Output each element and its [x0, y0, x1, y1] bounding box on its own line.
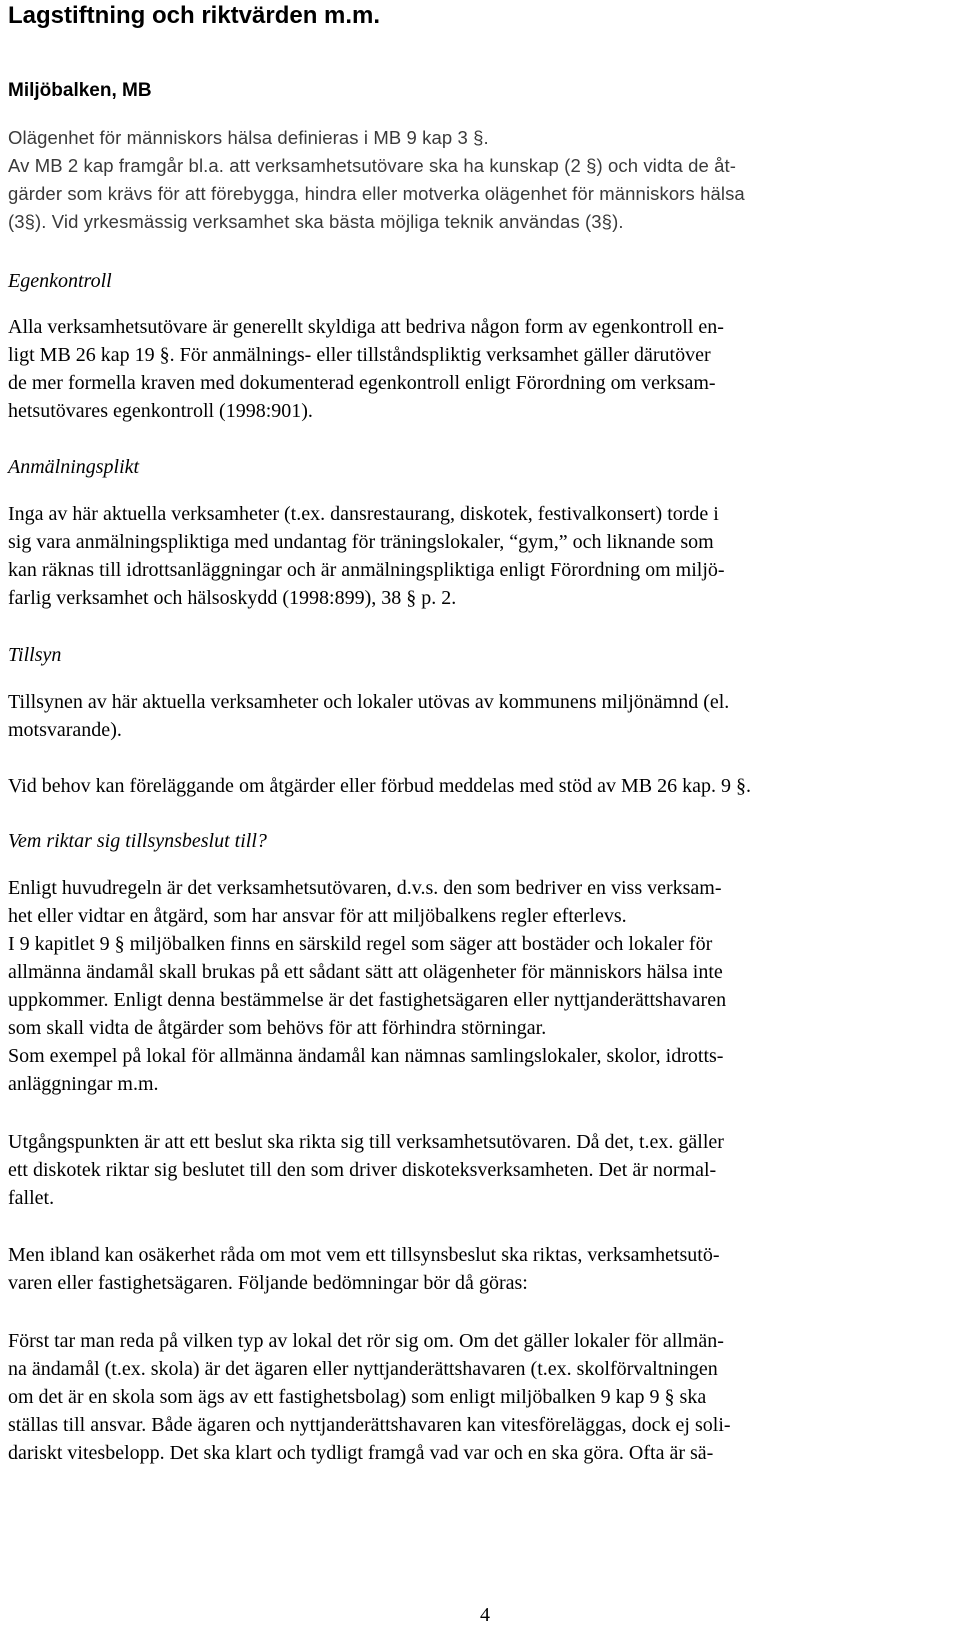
paragraph-line: Alla verksamhetsutövare är generellt skyldiga att bedriva någon form av egenkontroll en-: [8, 316, 724, 338]
section-heading-miljobalken: Miljöbalken, MB: [8, 80, 152, 101]
section-heading-egenkontroll: Egenkontroll: [8, 270, 112, 292]
paragraph-line: kan räknas till idrottsanläggningar och är anmälningspliktiga enligt Förordning om miljö-: [8, 559, 725, 581]
paragraph-line: anläggningar m.m.: [8, 1073, 159, 1095]
paragraph-line: gärder som krävs för att förebygga, hindra eller motverka olägenhet för människors hälsa: [8, 183, 745, 204]
paragraph-line: sig vara anmälningspliktiga med undantag för träningslokaler, “gym,” och liknande som: [8, 531, 714, 553]
paragraph-line: Av MB 2 kap framgår bl.a. att verksamhetsutövare ska ha kunskap (2 §) och vidta de åt-: [8, 155, 737, 176]
paragraph-line: Tillsynen av här aktuella verksamheter och lokaler utövas av kommunens miljönämnd (el.: [8, 691, 730, 713]
paragraph-line: som skall vidta de åtgärder som behövs för att förhindra störningar.: [8, 1017, 547, 1039]
paragraph-line: ett diskotek riktar sig beslutet till den som driver diskoteksverksamheten. Det är normal-: [8, 1159, 717, 1181]
section-heading-vem-riktar: Vem riktar sig tillsynsbeslut till?: [8, 830, 267, 852]
paragraph-line: hetsutövares egenkontroll (1998:901).: [8, 400, 313, 422]
paragraph-line: Enligt huvudregeln är det verksamhetsutövaren, d.v.s. den som bedriver en viss verksam-: [8, 877, 722, 899]
paragraph-line: varen eller fastighetsägaren. Följande bedömningar bör då göras:: [8, 1272, 528, 1294]
paragraph-line: om det är en skola som ägs av ett fastighetsbolag) som enligt miljöbalken 9 kap 9 § ska: [8, 1386, 707, 1408]
paragraph-line: allmänna ändamål skall brukas på ett sådant sätt att olägenheter för människors hälsa inte: [8, 961, 723, 983]
paragraph-line: ligt MB 26 kap 19 §. För anmälnings- eller tillståndspliktig verksamhet gäller därutöver: [8, 344, 711, 366]
paragraph-line: (3§). Vid yrkesmässig verksamhet ska bästa möjliga teknik användas (3§).: [8, 211, 624, 232]
document-title: Lagstiftning och riktvärden m.m.: [8, 2, 381, 29]
paragraph-line: Vid behov kan föreläggande om åtgärder eller förbud meddelas med stöd av MB 26 kap. 9 §.: [8, 775, 752, 797]
paragraph-line: de mer formella kraven med dokumenterad egenkontroll enligt Förordning om verksam-: [8, 372, 716, 394]
paragraph-line: ställas till ansvar. Både ägaren och nyttjanderättshavaren kan vitesföreläggas, dock ej soli-: [8, 1414, 731, 1436]
paragraph-line: Som exempel på lokal för allmänna ändamål kan nämnas samlingslokaler, skolor, idrotts-: [8, 1045, 724, 1067]
paragraph-line: Inga av här aktuella verksamheter (t.ex. dansrestaurang, diskotek, festivalkonsert) torde i: [8, 503, 719, 525]
paragraph-line: na ändamål (t.ex. skola) är det ägaren eller nyttjanderättshavaren (t.ex. skolförvaltningen: [8, 1358, 718, 1380]
paragraph-line: I 9 kapitlet 9 § miljöbalken finns en särskild regel som säger att bostäder och lokaler för: [8, 933, 713, 955]
paragraph-line: farlig verksamhet och hälsoskydd (1998:899), 38 § p. 2.: [8, 587, 457, 609]
paragraph-line: Olägenhet för människors hälsa definieras i MB 9 kap 3 §.: [8, 127, 489, 148]
paragraph-line: uppkommer. Enligt denna bestämmelse är det fastighetsägaren eller nyttjanderättshavaren: [8, 989, 727, 1011]
paragraph-line: Först tar man reda på vilken typ av lokal det rör sig om. Om det gäller lokaler för allmän-: [8, 1330, 724, 1352]
paragraph-line: Men ibland kan osäkerhet råda om mot vem ett tillsynsbeslut ska riktas, verksamhetsutö-: [8, 1244, 720, 1266]
paragraph-line: Utgångspunkten är att ett beslut ska rikta sig till verksamhetsutövaren. Då det, t.ex. gäller: [8, 1131, 724, 1153]
page-number: 4: [480, 1604, 490, 1626]
paragraph-line: dariskt vitesbelopp. Det ska klart och tydligt framgå vad var och en ska göra. Ofta är sä-: [8, 1442, 714, 1464]
section-heading-anmalningsplikt: Anmälningsplikt: [8, 456, 140, 478]
paragraph-line: het eller vidtar en åtgärd, som har ansvar för att miljöbalkens regler efterlevs.: [8, 905, 627, 927]
paragraph-line: motsvarande).: [8, 719, 122, 741]
section-heading-tillsyn: Tillsyn: [8, 644, 62, 666]
paragraph-line: fallet.: [8, 1187, 55, 1209]
